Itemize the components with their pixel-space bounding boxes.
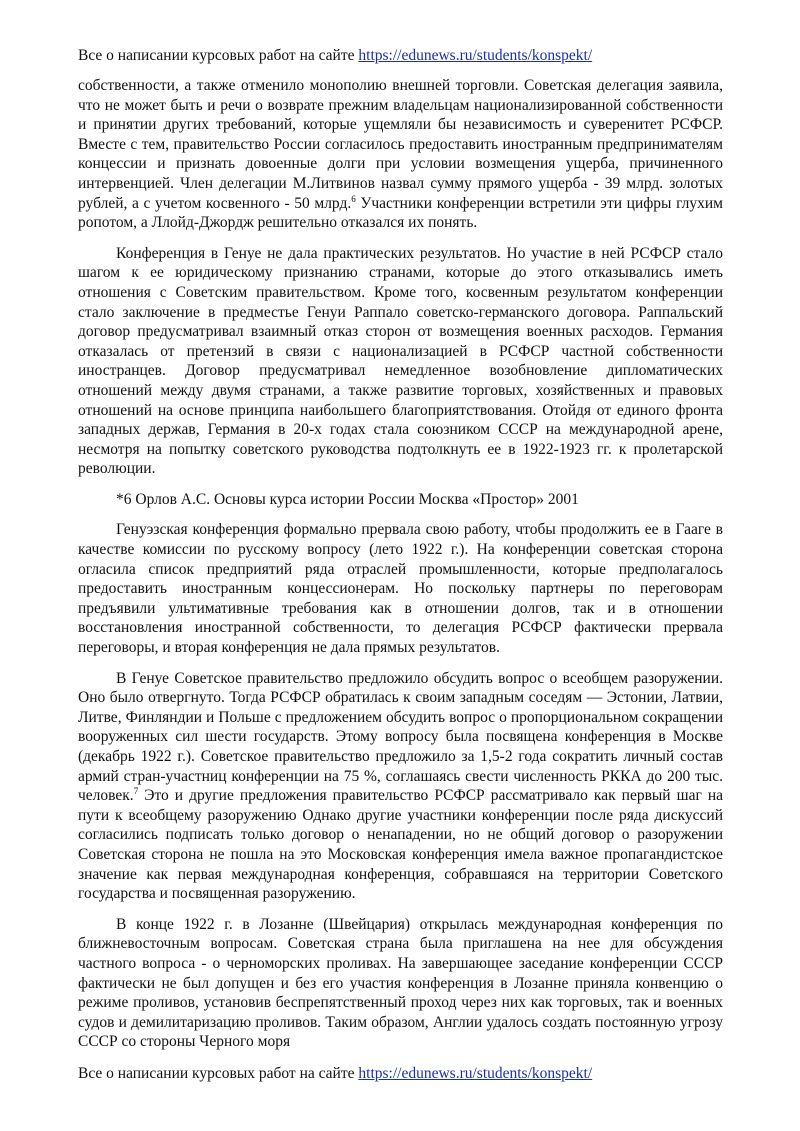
footnote-6: *6 Орлов А.С. Основы курса истории России Москва «Простор» 2001 bbox=[116, 490, 579, 508]
footer-link[interactable]: https://edunews.ru/students/konspekt/ bbox=[358, 1065, 593, 1082]
footnote-ref-6[interactable]: 6 bbox=[351, 193, 356, 204]
document-body bbox=[78, 76, 723, 1063]
page-header bbox=[78, 46, 592, 66]
footnote-ref-7[interactable]: 7 bbox=[133, 786, 139, 797]
paragraph-4-text: В Генуе Советское правительство предложило обсудить вопрос о всеобщем разоружении. Оно было отвергнуто. Тогда РСФСР обратилась к своим западным соседям — Эстонии, Латвии, Литве, Финляндии и Польше с предложением обсудить вопрос о пропорциональном сокращении вооруженных сил шести государств. Этому вопросу была посвящена конференция в Москве (декабрь 1922 г.). Советское правительство предложило за 1,5-2 года сократить личный состав армий стран-участниц конференции на 75 %, соглашаясь свести численность РККА до 200 тыс. человек. bbox=[78, 669, 723, 805]
footer-prefix: Все о написании курсовых работ на сайте bbox=[78, 1065, 359, 1082]
paragraph-1-text-after: Участники конференции встретили эти цифры глухим ропотом, а Ллойд-Джордж решительно отказался их понять. bbox=[78, 194, 723, 232]
header-link[interactable]: https://edunews.ru/students/konspekt/ bbox=[358, 47, 593, 64]
paragraph-4 bbox=[78, 669, 723, 904]
paragraph-1 bbox=[78, 76, 723, 233]
paragraph-4-text-after: Это и другие предложения правительство РСФСР рассматривало как первый шаг на пути к всеобщему разоружению Однако другие участники конференции после ряда дискуссий согласились подписать только договор о ненападении, но не общий договор о разоружении Советская сторона не пошла на это Московская конференция имела важное пропагандистское значение как первая международная конференция, собравшаяся на территории Советского государства и посвященная разоружению. bbox=[78, 787, 723, 903]
paragraph-1-text: собственности, а также отменило монополию внешней торговли. Советская делегация заявила, что не может быть и речи о возврате прежним владельцам национализированной собственности и принятии других требований, которые ущемляли бы независимость и суверенитет РСФСР. Вместе с тем, правительство России согласилось предоставить иностранным предпринимателям концессии и признать довоенные долги при условии возмещения ущерба, причиненного интервенцией. Член делегации М.Литвинов назвал сумму прямого ущерба - 39 млрд. золотых рублей, а с учетом косвенного - 50 млрд. bbox=[78, 77, 723, 212]
paragraph-5: В конце 1922 г. в Лозанне (Швейцария) открылась международная конференция по ближневосточным вопросам. Советская страна была приглашена на нее для обсуждения частного вопроса - о черноморских проливах. На завершающее заседание конференции СССР фактически не был допущен и без его участия конференция в Лозанне приняла конвенцию о режиме проливов, установив беспрепятственный проход через них как торговых, так и военных судов и демилитаризацию проливов. Таким образом, Англии удалось создать постоянную угрозу СССР со стороны Черного моря bbox=[78, 915, 723, 1051]
paragraph-2: Конференция в Генуе не дала практических результатов. Но участие в ней РСФСР стало шагом к ее юридическому признанию странами, которые до этого отказывались иметь отношения с Советским правительством. Кроме того, косвенным результатом конференции стало заключение в предместье Генуи Раппало советско-германского договора. Раппальский договор предусматривал взаимный отказ сторон от возмещения военных расходов. Германия отказалась от претензий в связи с национализацией в РСФСР частной собственности иностранцев. Договор предусматривал немедленное возобновление дипломатических отношений между двумя странами, а также развитие торговых, хозяйственных и правовых отношений на основе принципа наибольшего благоприятствования. Отойдя от единого фронта западных держав, Германия в 20-х годах стала союзником СССР на международной арене, несмотря на попытку советского руководства подтолкнуть ее в 1922-1923 гг. к пролетарской революции. bbox=[78, 244, 723, 478]
header-prefix: Все о написании курсовых работ на сайте bbox=[78, 47, 359, 64]
page-footer bbox=[78, 1064, 592, 1084]
paragraph-3: Генуэзская конференция формально прервала свою работу, чтобы продолжить ее в Гааге в качестве комиссии по русскому вопросу (лето 1922 г.). На конференции советская сторона огласила список предприятий ряда отраслей промышленности, которые предполагалось предоставить иностранным концессионерам. Но поскольку партнеры по переговорам предъявили ультимативные требования как в отношении долгов, так и в отношении восстановления иностранной собственности, то делегация РСФСР фактически прервала переговоры, и вторая конференция не дала прямых результатов. bbox=[78, 521, 723, 657]
